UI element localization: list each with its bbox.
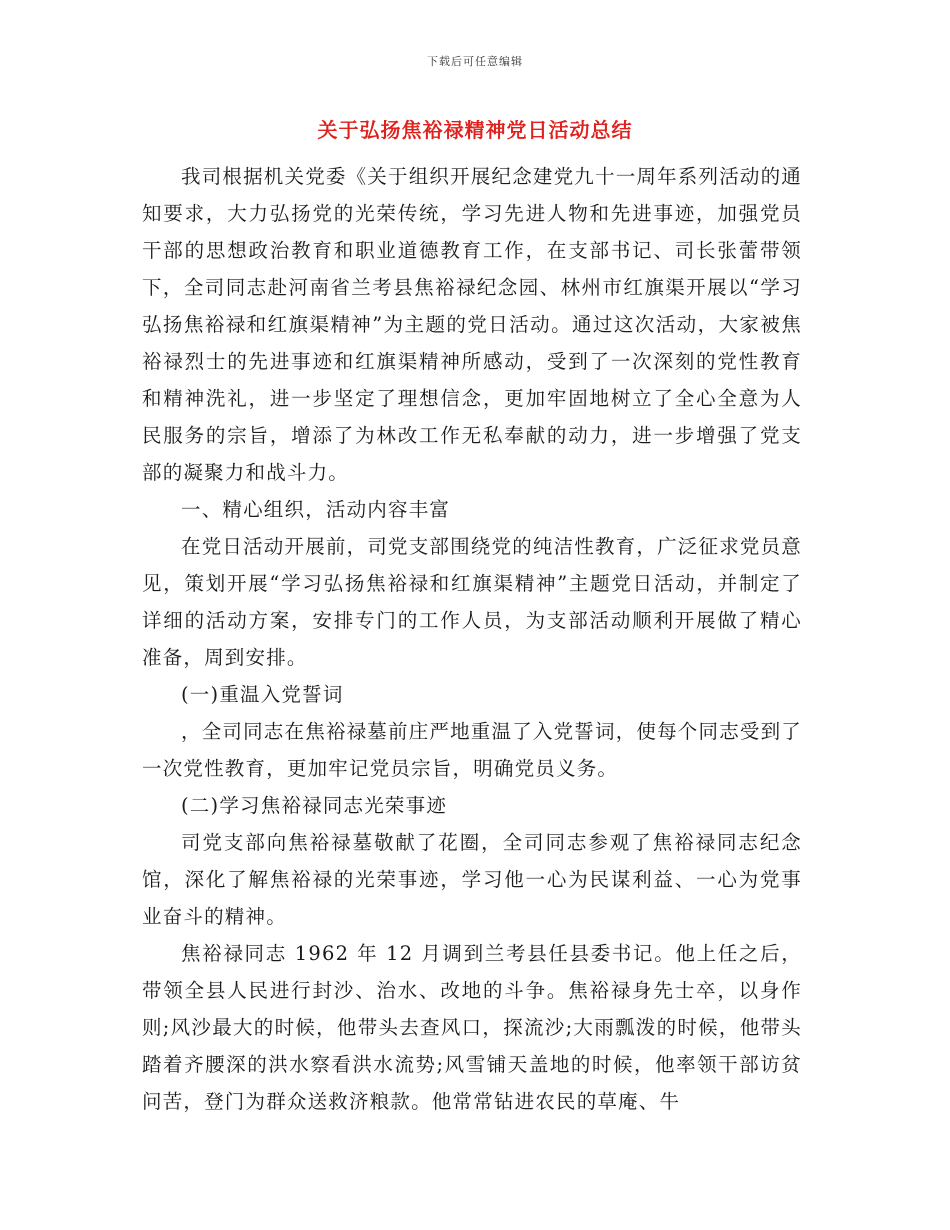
document-body — [142, 158, 802, 1120]
subsection-heading-1: (一)重温入党誓词 — [181, 683, 344, 706]
document-title: 关于弘扬焦裕禄精神党日活动总结 — [317, 118, 633, 142]
paragraph-preparation: 在党日活动开展前，司党支部围绕党的纯洁性教育，广泛征求党员意见，策划开展“学习弘扬焦裕禄和红旗渠精神”主题党日活动，并制定了详细的活动方案，安排专门的工作人员，为支部活动顺利开展做了精心准备，周到安排。 — [142, 535, 803, 669]
header-note: 下载后可任意编辑 — [427, 55, 523, 68]
paragraph-oath: ，全司同志在焦裕禄墓前庄严地重温了入党誓词，使每个同志受到了一次党性教育，更加牢记党员宗旨，明确党员义务。 — [142, 720, 803, 780]
subsection-heading-2: (二)学习焦裕禄同志光荣事迹 — [181, 794, 448, 817]
paragraph-intro: 我司根据机关党委《关于组织开展纪念建党九十一周年系列活动的通知要求，大力弘扬党的光荣传统，学习先进人物和先进事迹，加强党员干部的思想政治教育和职业道德教育工作，在支部书记、司长张蕾带领下，全司同志赴河南省兰考县焦裕禄纪念园、林州市红旗渠开展以“学习弘扬焦裕禄和红旗渠精神”为主题的党日活动。通过这次活动，大家被焦裕禄烈士的先进事迹和红旗渠精神所感动，受到了一次深刻的党性教育和精神洗礼，进一步坚定了理想信念，更加牢固地树立了全心全意为人民服务的宗旨，增添了为林改工作无私奉献的动力，进一步增强了党支部的凝聚力和战斗力。 — [142, 165, 803, 484]
section-heading-1: 一、精心组织，活动内容丰富 — [181, 498, 451, 521]
paragraph-memorial: 司党支部向焦裕禄墓敬献了花圈，全司同志参观了焦裕禄同志纪念馆，深化了解焦裕禄的光荣事迹，学习他一心为民谋利益、一心为党事业奋斗的精神。 — [142, 831, 802, 928]
paragraph-biography: 焦裕禄同志 1962 年 12 月调到兰考县任县委书记。他上任之后，带领全县人民进行封沙、治水、改地的斗争。焦裕禄身先士卒，以身作则;风沙最大的时候，他带头去查风口，探流沙;大雨瓢泼的时候，他带头踏着齐腰深的洪水察看洪水流势;风雪铺天盖地的时候，他率领干部访贫问苦，登门为群众送救济粮款。他常常钻进农民的草庵、牛 — [142, 942, 802, 1113]
